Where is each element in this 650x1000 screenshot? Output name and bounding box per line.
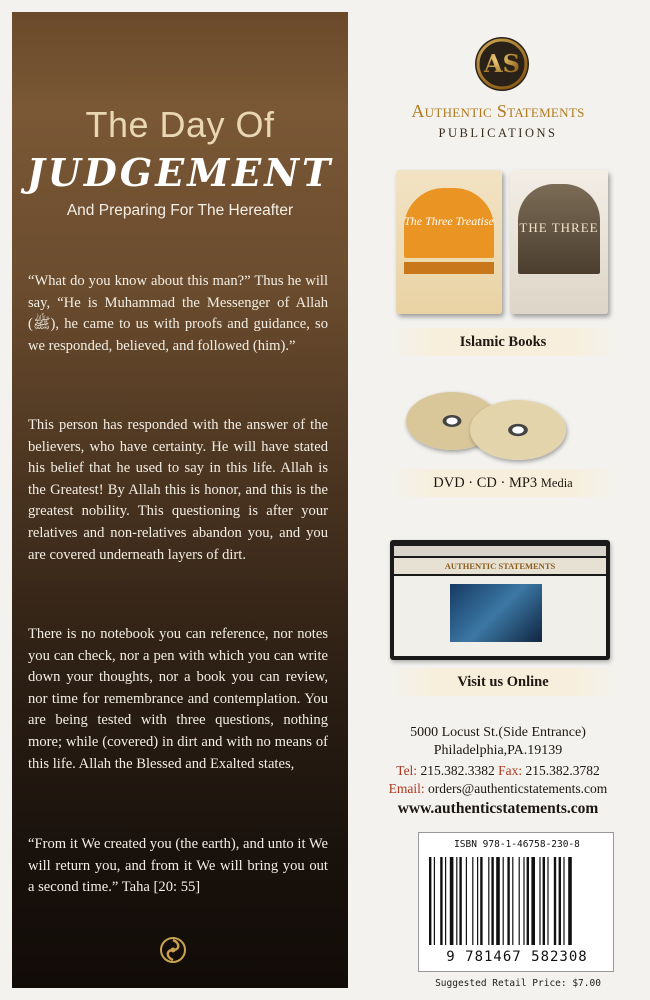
publisher-panel — [348, 0, 650, 1000]
publisher-name: Authentic Statements — [411, 101, 585, 121]
media-caption: DVD · CD · MP3 Media — [388, 469, 618, 497]
book-cover-the-three: THE THREE — [510, 170, 608, 314]
paragraph-2: This person has responded with the answer of the believers, who have certainty. He will have stated his belief that he used to say in this life. Allah is the Greatest! By Allah this is honor, and this is the greatest nobility. This questioning is after your relatives and non-relatives abandon you, and you are covered underneath layers of dirt. — [28, 417, 328, 563]
description-panel — [12, 12, 348, 988]
paragraph-3: There is no notebook you can reference, nor notes you can check, nor a pen with which you can write down your thoughts, nor a book you can review, nor time for remembrance and contemplation. You are being tested with three questions, nothing more; while (covered) in dirt and with no means of this life. Allah the Blessed and Exalted states, — [28, 626, 328, 772]
title-line-2: JUDGEMENT — [26, 150, 334, 195]
paragraph-4: “From it We created you (the earth), and unto it We will return you, and from it We will bring you out a second time.” Taha [20: 55] — [28, 836, 328, 896]
isbn-text: ISBN 978-1-46758-230-8 — [454, 839, 580, 850]
paragraph-1: “What do you know about this man?” Thus he will say, “He is Muhammad the Messenger of Allah (ﷺ), he came to us with proofs and guidance, so we responded, believed, and followed (him).” — [28, 273, 328, 354]
website-url: www.authenticstatements.com — [397, 800, 599, 817]
address-line-2: Philadelphia,PA.19139 — [433, 743, 563, 758]
retail-price: Suggested Retail Price: $7.00 — [435, 978, 601, 989]
publisher-logo-icon — [473, 35, 531, 93]
website-screenshot: AUTHENTIC STATEMENTS — [390, 540, 610, 660]
svg-text:AS: AS — [484, 49, 520, 78]
title-line-1: The Day Of — [85, 104, 275, 145]
subtitle: And Preparing For The Hereafter — [66, 202, 294, 219]
phone-fax-line: Tel: 215.382.3382 Fax: 215.382.3782 — [396, 763, 600, 778]
emblem-icon — [160, 937, 186, 963]
email-line: Email: orders@authenticstatements.com — [388, 781, 608, 796]
publisher-subtitle: PUBLICATIONS — [438, 126, 558, 140]
book-cover-three-treatise: The Three Treatise — [396, 170, 502, 314]
barcode-bars-icon — [429, 857, 605, 945]
disc-icon — [470, 400, 566, 460]
online-caption: Visit us Online — [388, 668, 618, 696]
address-line-1: 5000 Locust St.(Side Entrance) — [410, 725, 586, 740]
isbn-barcode — [418, 832, 614, 972]
barcode-digits: 9 781467 582308 — [446, 949, 588, 965]
books-caption: Islamic Books — [388, 328, 618, 356]
